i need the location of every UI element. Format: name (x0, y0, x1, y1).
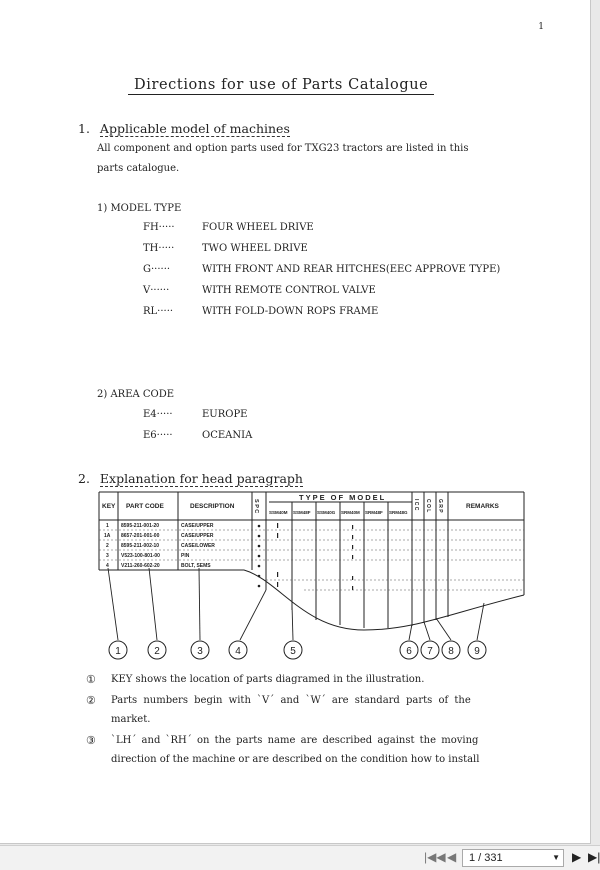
model-type-desc: WITH FRONT AND REAR HITCHES(EEC APPROVE TYPE) (202, 264, 501, 275)
area-code: E4····· (143, 409, 173, 420)
callout-label: 2 (154, 646, 160, 657)
row-description: CASE/LOWER (181, 543, 215, 549)
row-part-code: 8595-211-002-10 (121, 543, 160, 549)
model-type-desc: FOUR WHEEL DRIVE (202, 222, 314, 233)
row-key: 1A (104, 533, 111, 539)
model-type-code: FH····· (143, 222, 175, 233)
note-line: market. (111, 714, 151, 725)
page-number: 1 (538, 22, 544, 32)
row-description: CASE/UPPER (181, 533, 214, 539)
section1-title: Applicable model of machines (99, 121, 290, 136)
model-type-code: TH····· (143, 243, 175, 254)
row-part-code: 8657-201-001-00 (121, 533, 160, 539)
prev-page-icon[interactable]: ◀ (447, 850, 457, 864)
section1-body-line1: All component and option parts used for TXG23 tractors are listed in this (97, 143, 469, 154)
row-part-code: V523-100-801-00 (121, 553, 160, 559)
section1-number: 1. (78, 121, 90, 136)
row-description: BOLT, SEMS (181, 563, 211, 569)
model-col: SRM40M (341, 510, 360, 515)
note-line: Parts numbers begin with `V´ and `W´ are standard parts of the (111, 695, 471, 706)
model-type-heading: 1) MODEL TYPE (97, 203, 182, 214)
viewer-toolbar (0, 845, 600, 870)
section2-title: Explanation for head paragraph (99, 471, 303, 486)
model-type-code: RL····· (143, 306, 174, 317)
col-part-code: PART CODE (126, 503, 164, 510)
area-code: E6····· (143, 430, 173, 441)
row-description: PIN (181, 553, 190, 559)
callout-label: 1 (115, 646, 121, 657)
first-page-icon[interactable]: |◀◀ (424, 850, 446, 864)
area-code-heading: 2) AREA CODE (97, 389, 175, 400)
note-line: KEY shows the location of parts diagramed in the illustration. (111, 674, 425, 685)
col-col: C O L (425, 499, 431, 513)
model-col: SSM48F (293, 510, 311, 515)
model-type-desc: WITH FOLD-DOWN ROPS FRAME (202, 306, 379, 317)
note-mark: ① (86, 673, 96, 686)
callout-label: 4 (235, 646, 241, 657)
callout-label: 5 (290, 646, 296, 657)
col-description: DESCRIPTION (190, 503, 235, 510)
section1-heading (78, 121, 290, 136)
col-remarks: REMARKS (466, 503, 499, 510)
callout-label: 6 (406, 646, 412, 657)
row-part-code: 8595-211-001-20 (121, 523, 160, 529)
model-type-desc: TWO WHEEL DRIVE (202, 243, 308, 254)
callout-label: 3 (197, 646, 203, 657)
head-paragraph-diagram (94, 490, 526, 666)
note-mark: ③ (86, 734, 96, 747)
chevron-down-icon: ▼ (552, 853, 560, 862)
row-part-code: V211-260-602-20 (121, 563, 160, 569)
next-page-icon[interactable]: ▶ (572, 850, 582, 864)
model-type-desc: WITH REMOTE CONTROL VALVE (202, 285, 376, 296)
row-key: 4 (106, 563, 109, 569)
model-col: SSM40G (317, 510, 336, 515)
col-key: KEY (102, 503, 116, 510)
model-col: SRM48F (365, 510, 383, 515)
row-key: 2 (106, 543, 109, 549)
model-col: SSM40M (269, 510, 288, 515)
page-selector[interactable] (462, 849, 564, 867)
note-line: direction of the machine or are described on the condition how to install (111, 754, 480, 765)
row-key: 3 (106, 553, 109, 559)
callout-label: 7 (427, 646, 433, 657)
type-of-model-label: TYPE OF MODEL (299, 493, 387, 502)
callout-label: 9 (474, 646, 480, 657)
callout-label: 8 (448, 646, 454, 657)
row-description: CASE/UPPER (181, 523, 214, 529)
model-col: SRM48G (389, 510, 408, 515)
col-spc: S P C (253, 499, 259, 514)
section1-body-line2: parts catalogue. (97, 163, 180, 174)
col-grp: G R P (437, 499, 443, 513)
note-line: `LH´ and `RH´ on the parts name are described against the moving (111, 735, 479, 746)
note-mark: ② (86, 694, 96, 707)
section2-number: 2. (78, 471, 90, 486)
area-code-desc: EUROPE (202, 409, 248, 420)
area-code-desc: OCEANIA (202, 430, 253, 441)
last-page-icon[interactable]: ▶| (588, 850, 600, 864)
section2-heading (78, 471, 303, 486)
model-type-code: V······ (143, 285, 170, 296)
col-icc: I C C (413, 499, 419, 511)
model-type-code: G······ (143, 264, 171, 275)
page-indicator: 1 / 331 (469, 852, 503, 864)
row-key: 1 (106, 523, 109, 529)
document-title: Directions for use of Parts Catalogue (128, 77, 434, 95)
